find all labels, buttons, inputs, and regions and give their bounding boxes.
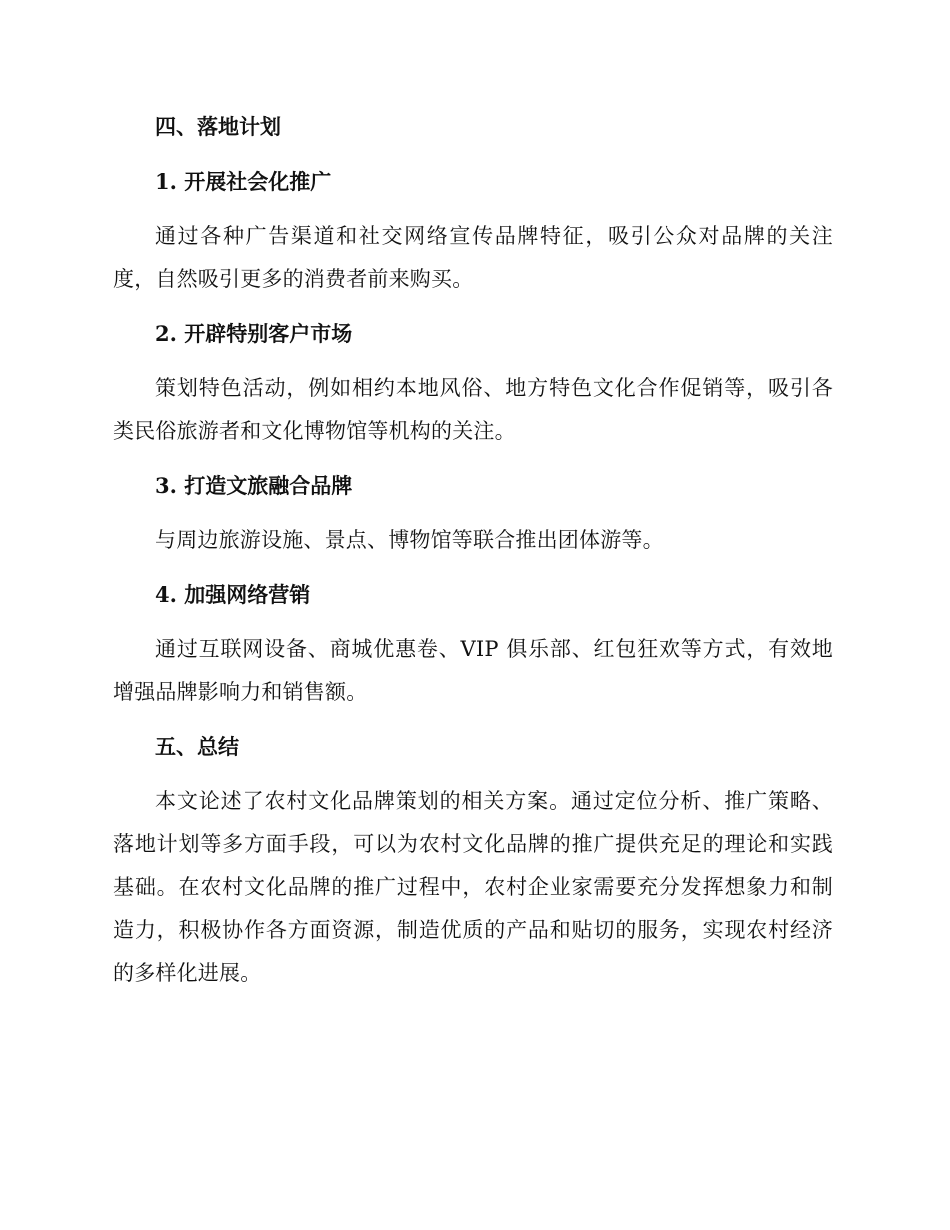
section-heading-5: 五、总结 xyxy=(155,734,239,759)
subheading-1: 1. 开展社会化推广 xyxy=(155,169,332,194)
subheading-2: 2. 开辟特别客户市场 xyxy=(155,321,353,346)
summary-paragraph: 本文论述了农村文化品牌策划的相关方案。通过定位分析、推广策略、落地计划等多方面手段，可以为农村文化品牌的推广提供充足的理论和实践基础。在农村文化品牌的推广过程中，农村企业家需要充分发挥想象力和制造力，积极协作各方面资源，制造优质的产品和贴切的服务，实现农村经济的多样化进展。 xyxy=(113,789,833,985)
paragraph-1: 通过各种广告渠道和社交网络宣传品牌特征，吸引公众对品牌的关注度，自然吸引更多的消费者前来购买。 xyxy=(113,224,833,291)
paragraph-3: 与周边旅游设施、景点、博物馆等联合推出团体游等。 xyxy=(155,528,664,552)
paragraph-2: 策划特色活动，例如相约本地风俗、地方特色文化合作促销等，吸引各类民俗旅游者和文化博物馆等机构的关注。 xyxy=(113,376,833,443)
section-heading-4: 四、落地计划 xyxy=(155,114,281,139)
subheading-3: 3. 打造文旅融合品牌 xyxy=(155,473,353,498)
paragraph-4: 通过互联网设备、商城优惠卷、VIP 俱乐部、红包狂欢等方式，有效地增强品牌影响力和销售额。 xyxy=(113,637,833,704)
subheading-4: 4. 加强网络营销 xyxy=(155,582,311,607)
document-body xyxy=(113,112,833,995)
